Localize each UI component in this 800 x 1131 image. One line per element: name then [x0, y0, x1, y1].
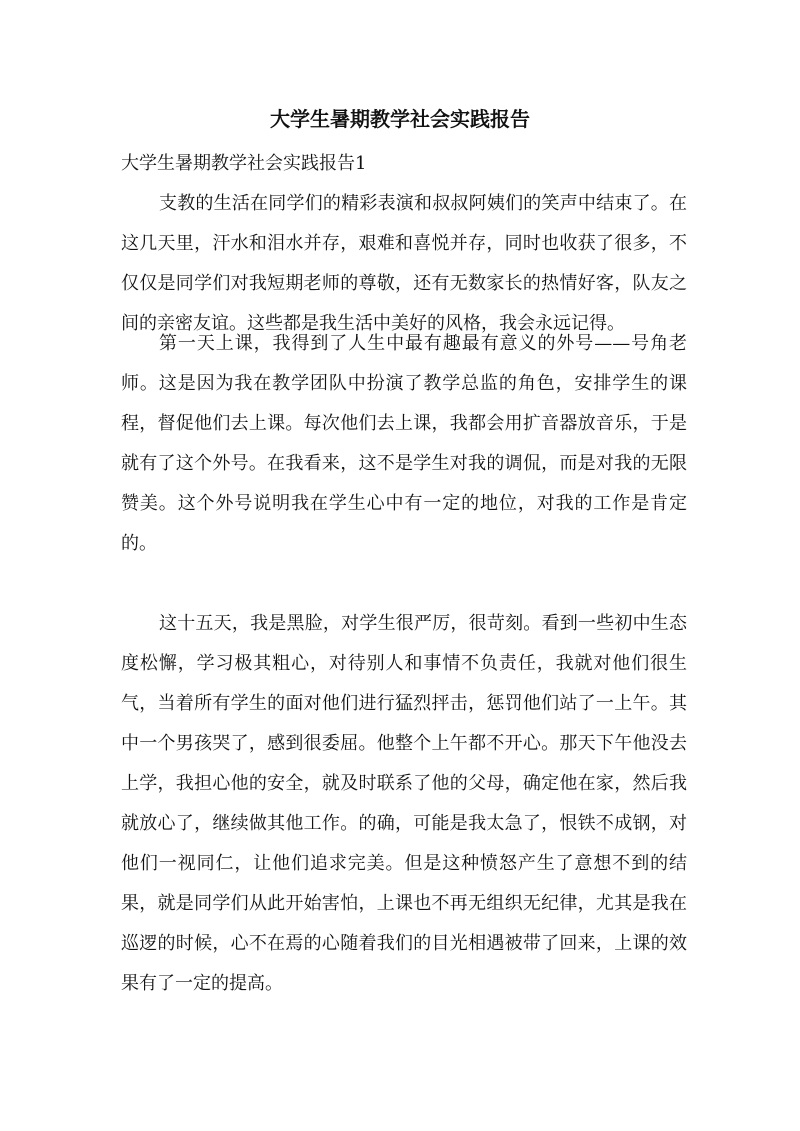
document-subtitle: 大学生暑期教学社会实践报告1 [121, 153, 367, 174]
paragraph-3: 这十五天，我是黑脸，对学生很严厉，很苛刻。看到一些初中生态度松懈，学习极其粗心，对待别人和事情不负责任，我就对他们很生气，当着所有学生的面对他们进行猛烈抨击，惩罚他们站了一上午。其中一个男孩哭了，感到很委屈。他整个上午都不开心。那天下午他没去上学，我担心他的安全，就及时联系了他的父母，确定他在家，然后我就放心了，继续做其他工作。的确，可能是我太急了，恨铁不成钢，对他们一视同仁，让他们追求完美。但是这种愤怒产生了意想不到的结果，就是同学们从此开始害怕，上课也不再无组织无纪律，尤其是我在巡逻的时候，心不在焉的心随着我们的目光相遇被带了回来，上课的效果有了一定的提高。 [121, 613, 687, 994]
paragraph-1: 支教的生活在同学们的精彩表演和叔叔阿姨们的笑声中结束了。在这几天里，汗水和泪水并存，艰难和喜悦并存，同时也收获了很多，不仅仅是同学们对我短期老师的尊敬，还有无数家长的热情好客，队友之间的亲密友谊。这些都是我生活中美好的风格，我会永远记得。 [121, 193, 687, 334]
document-title: 大学生暑期教学社会实践报告 [270, 107, 530, 131]
paragraph-2: 第一天上课，我得到了人生中最有趣最有意义的外号——号角老师。这是因为我在教学团队中扮演了教学总监的角色，安排学生的课程，督促他们去上课。每次他们去上课，我都会用扩音器放音乐，于是就有了这个外号。在我看来，这不是学生对我的调侃，而是对我的无限赞美。这个外号说明我在学生心中有一定的地位，对我的工作是肯定的。 [121, 333, 687, 554]
